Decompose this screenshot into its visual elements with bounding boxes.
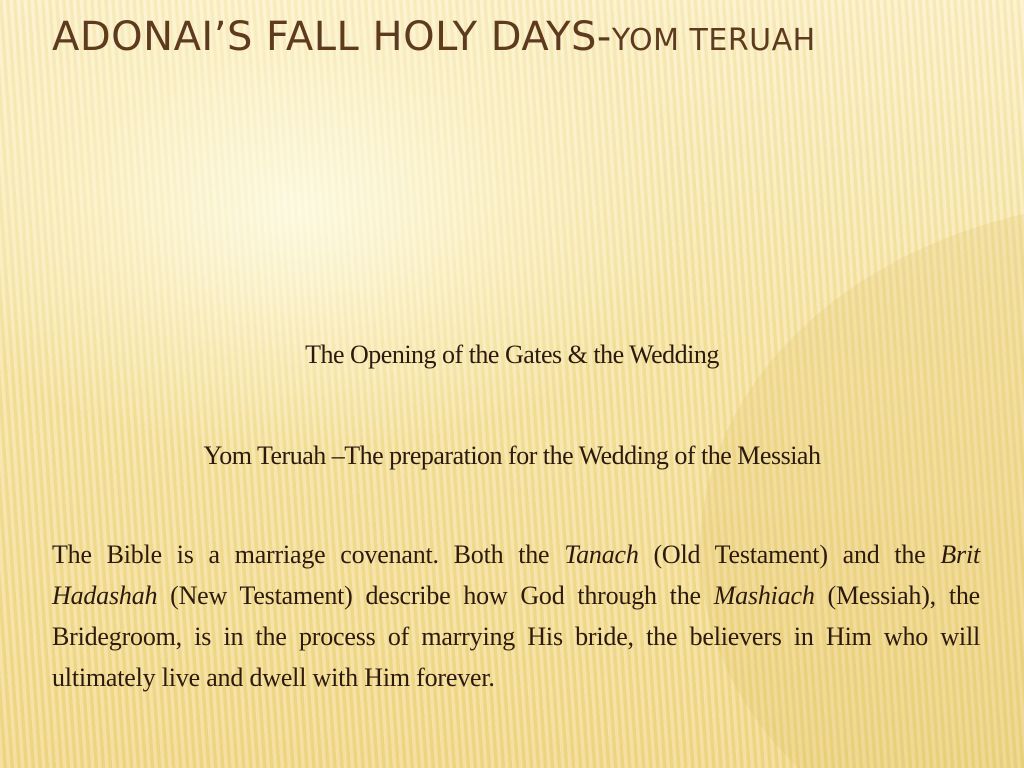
slide-title <box>52 14 992 74</box>
title-suffix: YOM TERUAH <box>611 23 816 58</box>
subtitle-preparation: Yom Teruah –The preparation for the Wedding of the Messiah <box>203 441 821 470</box>
paragraph-text-2: (Old Testament) and the <box>638 540 941 569</box>
subtitle-opening-gates: The Opening of the Gates & the Wedding <box>305 340 719 369</box>
marriage-covenant-paragraph <box>52 534 980 698</box>
term-brit-hadashah: Brit Hadashah <box>52 540 980 610</box>
term-tanach: Tanach <box>564 540 639 569</box>
paragraph-text-1: The Bible is a marriage covenant. Both the <box>52 540 565 569</box>
term-mashiach: Mashiach <box>713 581 815 610</box>
paragraph-text-4: (Messiah), the Bridegroom, is in the process of marrying His bride, the believers in Him who will ultimately live and dwell with Him forever. <box>52 581 980 692</box>
paragraph-text-3: (New Testament) describe how God through the <box>157 581 714 610</box>
title-main: ADONAI’S FALL HOLY DAYS- <box>52 14 612 60</box>
